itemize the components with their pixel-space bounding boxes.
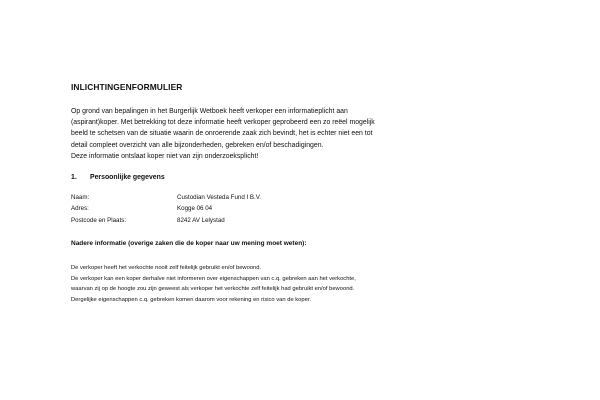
field-label: Postcode en Plaats: (71, 216, 127, 224)
intro-line: Deze informatie ontslaat koper niet van zijn onderzoeksplicht! (71, 152, 259, 160)
field-label: Naam: (71, 194, 90, 201)
personal-data-fields (71, 192, 261, 226)
field-row-name (71, 192, 261, 203)
intro-line: beeld te schetsen van de situatie waarin de onroerende zaak zich bevindt, het is echter niet een tot (71, 130, 373, 138)
field-label: Adres: (71, 205, 89, 213)
body-line: De verkoper kan een koper derhalve niet informeren over eigenschappen van c.q. gebreken aan het verkochte, (71, 275, 356, 282)
section-title: Persoonlijke gegevens (90, 174, 165, 181)
field-value: Custodian Vesteda Fund I B.V. (177, 194, 262, 201)
nadere-informatie-heading: Nadere informatie (overige zaken die de koper naar uw mening moet weten): (71, 240, 307, 247)
section-number: 1. (71, 174, 77, 181)
section-heading-personal-data (71, 174, 165, 181)
field-value: 8242 AV Lelystad (177, 216, 225, 224)
intro-line: (aspirant)koper. Met betrekking tot deze informatie heeft verkoper geprobeerd een zo reëel mogelijk (71, 119, 375, 127)
intro-line: Op grond van bepalingen in het Burgerlijk Wetboek heeft verkoper een informatieplicht aan (71, 108, 348, 115)
nadere-informatie-body (71, 263, 541, 306)
body-line: De verkoper heeft het verkochte nooit zelf feitelijk gebruikt en/of bewoond. (71, 265, 262, 271)
field-value: Kogge 06 04 (177, 205, 213, 213)
body-line: Dergelijke eigenschappen c.q. gebreken komen daarom voor rekening en risico van de koper. (71, 297, 312, 304)
body-line: waarvan zij op de hoogte zou zijn geweest als verkoper het verkochte zelf feitelijk had gebruikt en/of bewoond. (71, 286, 355, 293)
field-row-address (71, 203, 261, 214)
intro-paragraph (71, 106, 541, 162)
field-row-postcode (71, 215, 261, 226)
document-title: INLICHTINGENFORMULIER (71, 82, 183, 92)
intro-line: detail compleet overzicht van alle bijzonderheden, gebreken en/of beschadigingen. (71, 141, 324, 149)
